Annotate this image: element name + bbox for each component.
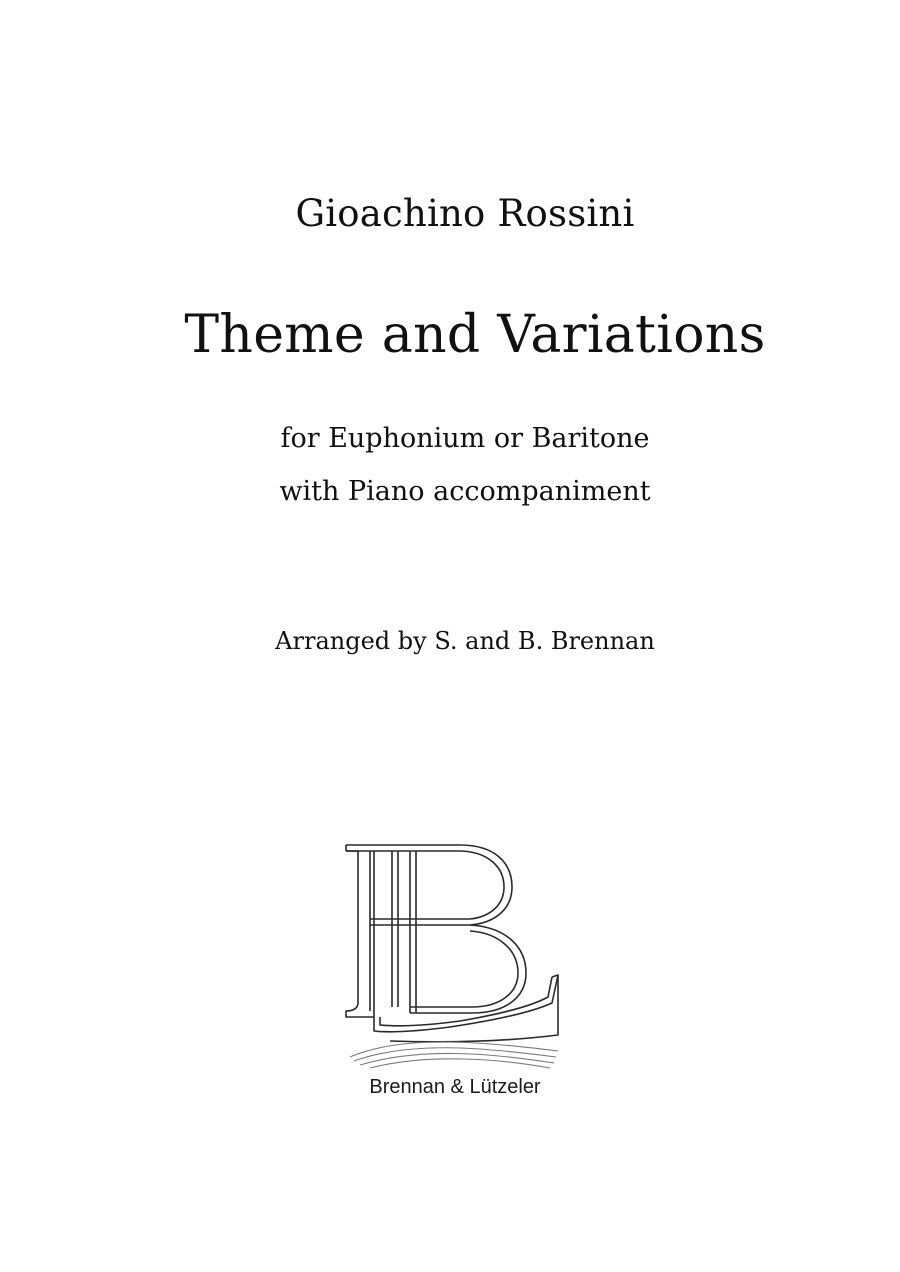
composer-name: Gioachino Rossini [295, 192, 635, 235]
publisher-logo [330, 835, 580, 1095]
arranger-credit: Arranged by S. and B. Brennan [275, 627, 655, 655]
instrumentation-line-2: with Piano accompaniment [279, 476, 651, 507]
work-title: Theme and Variations [184, 305, 766, 365]
brennan-luetzeler-monogram-icon [330, 835, 580, 1070]
publisher-name: Brennan & Lützeler [369, 1076, 541, 1098]
instrumentation-line-1: for Euphonium or Baritone [280, 423, 650, 454]
